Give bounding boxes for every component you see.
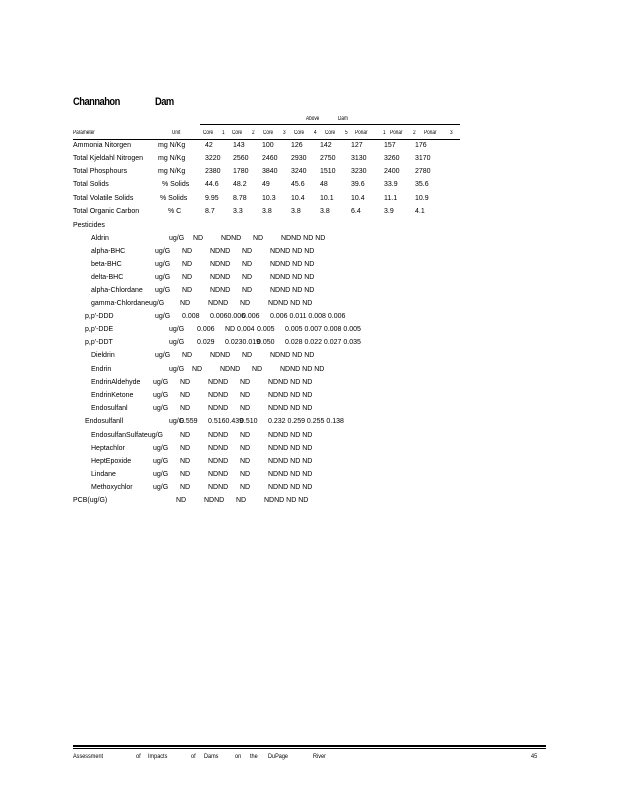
row-value: ND	[180, 484, 191, 491]
row-value: 100	[262, 142, 274, 149]
row-value: ND	[252, 366, 263, 373]
row-name: Endosulfanll	[85, 418, 124, 425]
header-rule	[73, 139, 460, 140]
row-value: 2380	[205, 168, 221, 175]
row-value: 0.008	[182, 313, 200, 320]
row-unit: % Solids	[160, 195, 188, 202]
col-header: Ponar	[355, 130, 368, 136]
row-name: PCB(ug/G)	[73, 497, 108, 504]
row-value: 0.0060.006	[210, 313, 246, 320]
row-value: ND	[242, 287, 253, 294]
col-parameter: Parameter	[73, 130, 95, 136]
row-name: Endosulfanl	[91, 405, 128, 412]
row-value: 0.5160.439	[208, 418, 244, 425]
row-unit: ug/G	[153, 379, 169, 386]
row-value: 2560	[233, 155, 249, 162]
row-value: 48	[320, 181, 328, 188]
row-value: ND	[240, 458, 251, 465]
table-row	[0, 458, 618, 471]
row-value: 0.005	[257, 326, 275, 333]
row-value: 4.1	[415, 208, 425, 215]
row-unit: ug/G	[155, 313, 171, 320]
col-header: Core	[325, 130, 336, 136]
row-value: ND	[182, 287, 193, 294]
row-value: NDND	[208, 458, 229, 465]
row-unit: ug/G	[155, 248, 171, 255]
table-row	[0, 445, 618, 458]
row-value: 2750	[320, 155, 336, 162]
table-row	[0, 261, 618, 274]
row-name: beta-BHC	[91, 261, 122, 268]
group-rule	[200, 124, 460, 125]
row-unit: ug/G	[155, 352, 171, 359]
row-value: 44.6	[205, 181, 219, 188]
col-header: 3	[450, 130, 453, 136]
row-value: 2400	[384, 168, 400, 175]
row-value: 0.028 0.022 0.027 0.035	[285, 339, 361, 346]
footer-word: on	[235, 753, 242, 760]
row-value: 0.050	[257, 339, 275, 346]
row-name: gamma-Chlordaneug/G	[91, 300, 165, 307]
row-value: 2460	[262, 155, 278, 162]
col-header: 1	[222, 130, 225, 136]
row-name: Total Solids	[73, 181, 109, 188]
row-value: 3170	[415, 155, 431, 162]
row-value: 11.1	[384, 195, 398, 202]
row-value: 0.0230.019	[225, 339, 261, 346]
row-unit: ug/G	[153, 392, 169, 399]
row-value: NDND	[210, 287, 231, 294]
row-value: 0.232 0.259 0.255 0.138	[268, 418, 344, 425]
row-value: NDND ND ND	[268, 432, 313, 439]
row-name: p,p'-DDD	[85, 313, 114, 320]
row-value: 3220	[205, 155, 221, 162]
row-value: 2930	[291, 155, 307, 162]
row-name: Total Organic Carbon	[73, 208, 140, 215]
table-row	[0, 326, 618, 339]
row-value: 3.8	[291, 208, 301, 215]
row-value: 142	[320, 142, 332, 149]
table-row	[0, 418, 618, 431]
row-value: NDND	[204, 497, 225, 504]
row-value: NDND	[208, 445, 229, 452]
col-unit: Unit	[172, 130, 181, 136]
row-value: NDND ND ND	[268, 484, 313, 491]
row-name: Endrin	[91, 366, 112, 373]
row-value: NDND ND ND	[280, 366, 325, 373]
row-value: NDND ND ND	[270, 274, 315, 281]
row-value: ND	[180, 379, 191, 386]
row-name: p,p'-DDT	[85, 339, 113, 346]
row-value: 0.006	[197, 326, 215, 333]
row-value: 3.9	[384, 208, 394, 215]
row-value: ND	[242, 261, 253, 268]
row-value: 3130	[351, 155, 367, 162]
row-value: 1510	[320, 168, 336, 175]
row-value: ND	[180, 471, 191, 478]
row-unit: ug/G	[153, 445, 169, 452]
title-location: Channahon	[73, 96, 120, 108]
footer-word: of	[191, 753, 196, 760]
row-value: 3840	[262, 168, 278, 175]
row-value: 10.1	[320, 195, 334, 202]
row-value: NDND ND ND	[268, 458, 313, 465]
row-value: 10.4	[351, 195, 365, 202]
row-value: ND	[242, 248, 253, 255]
table-row	[0, 405, 618, 418]
row-value: NDND ND ND	[268, 392, 313, 399]
row-value: ND	[240, 484, 251, 491]
row-name: EndrinAldehyde	[91, 379, 141, 386]
row-value: ND	[180, 300, 191, 307]
col-header: 2	[413, 130, 416, 136]
row-value: NDND ND ND	[268, 405, 313, 412]
row-value: ND	[242, 274, 253, 281]
col-header: Core	[294, 130, 305, 136]
footer-word: DuPage	[268, 753, 288, 760]
row-value: NDND ND ND	[268, 471, 313, 478]
row-value: 35.6	[415, 181, 429, 188]
row-unit: ug/G	[153, 484, 169, 491]
row-value: 2780	[415, 168, 431, 175]
row-unit: ug/G	[153, 471, 169, 478]
table-row	[0, 274, 618, 287]
row-value: 49	[262, 181, 270, 188]
footer-rule-thick	[73, 745, 546, 747]
row-value: 6.4	[351, 208, 361, 215]
row-value: NDND	[208, 379, 229, 386]
row-unit: ug/G	[169, 339, 185, 346]
row-value: NDND ND ND	[270, 352, 315, 359]
row-value: NDND ND ND	[268, 379, 313, 386]
row-value: 176	[415, 142, 427, 149]
table-row	[0, 155, 618, 168]
row-value: NDND ND ND	[268, 300, 313, 307]
footer-word: Dams	[204, 753, 219, 760]
row-unit: mg N/Kg	[158, 142, 186, 149]
footer-word: Impacts	[148, 753, 168, 760]
row-value: ND	[240, 432, 251, 439]
row-unit: % Solids	[162, 181, 190, 188]
row-value: NDND	[210, 248, 231, 255]
row-value: ND	[176, 497, 187, 504]
table-row	[0, 392, 618, 405]
row-unit: ug/G	[169, 326, 185, 333]
table-row	[0, 208, 618, 221]
row-value: ND	[240, 379, 251, 386]
row-value: 3.3	[233, 208, 243, 215]
page-number: 45	[531, 753, 538, 760]
row-value: 10.3	[262, 195, 276, 202]
row-value: NDND	[210, 261, 231, 268]
row-value: 33.9	[384, 181, 398, 188]
row-value: 42	[205, 142, 213, 149]
row-value: 10.4	[291, 195, 305, 202]
row-name: EndosulfanSulfateug/G	[91, 432, 163, 439]
row-value: 10.9	[415, 195, 429, 202]
row-value: 0.559	[180, 418, 198, 425]
footer-rule-thin	[73, 748, 546, 749]
row-value: NDND ND ND	[264, 497, 309, 504]
row-value: 143	[233, 142, 245, 149]
row-unit: ug/G	[153, 405, 169, 412]
row-value: NDND	[208, 484, 229, 491]
footer-word: River	[313, 753, 326, 760]
row-value: ND	[240, 445, 251, 452]
row-value: 157	[384, 142, 396, 149]
row-value: ND	[240, 471, 251, 478]
table-row	[0, 432, 618, 445]
row-name: Methoxychlor	[91, 484, 133, 491]
row-value: NDND ND ND	[268, 445, 313, 452]
row-value: 126	[291, 142, 303, 149]
row-value: NDND	[210, 352, 231, 359]
row-value: NDND ND ND	[270, 261, 315, 268]
row-name: Lindane	[91, 471, 116, 478]
row-value: 3.8	[262, 208, 272, 215]
row-value: ND	[180, 432, 191, 439]
footer-word: Assessment	[73, 753, 104, 760]
col-header: 2	[252, 130, 255, 136]
row-value: NDND	[210, 274, 231, 281]
col-header: 5	[345, 130, 348, 136]
row-value: ND	[182, 248, 193, 255]
row-name: p,p'-DDE	[85, 326, 114, 333]
row-value: 0.005 0.007 0.008 0.005	[285, 326, 361, 333]
table-row	[0, 352, 618, 365]
row-name: alpha-BHC	[91, 248, 126, 255]
row-value: NDND ND ND	[270, 287, 315, 294]
table-row	[0, 181, 618, 194]
row-value: 8.7	[205, 208, 215, 215]
row-unit: ug/G	[155, 261, 171, 268]
row-value: 3230	[351, 168, 367, 175]
table-row	[0, 195, 618, 208]
col-header: 3	[283, 130, 286, 136]
row-value: 0.006 0.011 0.008 0.006	[270, 313, 346, 320]
col-header: Core	[232, 130, 243, 136]
row-name: Total Volatile Solids	[73, 195, 134, 202]
group-label-dam: Dam	[338, 116, 348, 122]
row-value: NDND	[208, 432, 229, 439]
col-header: 1	[383, 130, 386, 136]
row-value: 0.006	[242, 313, 260, 320]
row-unit: mg N/Kg	[158, 155, 186, 162]
group-label-above: Above	[306, 116, 320, 122]
row-name: HeptEpoxide	[91, 458, 132, 465]
row-value: ND	[182, 274, 193, 281]
row-value: 48.2	[233, 181, 247, 188]
row-name: delta-BHC	[91, 274, 124, 281]
table-row	[0, 248, 618, 261]
row-unit: mg N/Kg	[158, 168, 186, 175]
row-value: 3240	[291, 168, 307, 175]
row-value: ND 0.004	[225, 326, 255, 333]
row-value: ND	[192, 366, 203, 373]
row-value: 39.6	[351, 181, 365, 188]
row-name: Total Phosphours	[73, 168, 128, 175]
row-name: Dieldrin	[91, 352, 115, 359]
table-row	[0, 379, 618, 392]
row-value: NDND	[208, 471, 229, 478]
col-header: Core	[263, 130, 274, 136]
table-row	[0, 484, 618, 497]
row-name: Heptachlor	[91, 445, 125, 452]
row-value: ND	[242, 352, 253, 359]
table-row	[0, 287, 618, 300]
row-unit: ug/G	[155, 287, 171, 294]
row-value: NDND	[208, 392, 229, 399]
row-value: ND	[182, 352, 193, 359]
row-value: NDND	[208, 405, 229, 412]
row-name: Aldrin	[91, 235, 109, 242]
row-value: 9.95	[205, 195, 219, 202]
col-header: Core	[203, 130, 214, 136]
row-value: NDND	[220, 366, 241, 373]
row-value: ND	[240, 405, 251, 412]
row-value: ND	[182, 261, 193, 268]
row-value: 3.8	[320, 208, 330, 215]
row-value: NDND ND ND	[281, 235, 326, 242]
table-row	[0, 222, 618, 235]
row-value: 1780	[233, 168, 249, 175]
row-value: ND	[180, 445, 191, 452]
row-unit: ug/G	[169, 235, 185, 242]
row-value: ND	[253, 235, 264, 242]
col-header: Ponar	[390, 130, 403, 136]
table-row	[0, 366, 618, 379]
row-value: ND	[240, 300, 251, 307]
title-dam: Dam	[155, 96, 174, 108]
row-value: NDND	[208, 300, 229, 307]
row-value: ND	[180, 392, 191, 399]
row-value: NDND	[221, 235, 242, 242]
table-row	[0, 313, 618, 326]
row-value: ND	[180, 458, 191, 465]
row-name: EndrinKetone	[91, 392, 134, 399]
row-name: alpha-Chlordane	[91, 287, 143, 294]
table-row	[0, 339, 618, 352]
table-row	[0, 235, 618, 248]
table-row	[0, 497, 618, 510]
row-value: 0.510	[240, 418, 258, 425]
row-value: 0.029	[197, 339, 215, 346]
table-row	[0, 300, 618, 313]
row-unit: ug/G	[153, 458, 169, 465]
row-value: 8.78	[233, 195, 247, 202]
row-name: Total Kjeldahl Nitrogen	[73, 155, 144, 162]
table-row	[0, 142, 618, 155]
row-value: NDND ND ND	[270, 248, 315, 255]
row-name: Pesticides	[73, 222, 105, 229]
row-value: ND	[193, 235, 204, 242]
row-value: ND	[236, 497, 247, 504]
col-header: 4	[314, 130, 317, 136]
table-row	[0, 168, 618, 181]
row-value: 3260	[384, 155, 400, 162]
row-name: Ammonia Nitorgen	[73, 142, 131, 149]
footer-word: the	[250, 753, 258, 760]
row-value: ND	[180, 405, 191, 412]
footer-word: of	[136, 753, 141, 760]
row-value: ND	[240, 392, 251, 399]
row-unit: ug/G	[169, 366, 185, 373]
row-unit: ug/G	[155, 274, 171, 281]
table-row	[0, 471, 618, 484]
row-unit: % C	[168, 208, 182, 215]
col-header: Ponar	[424, 130, 437, 136]
row-value: 45.6	[291, 181, 305, 188]
row-unit: ug/G	[169, 418, 185, 425]
row-value: 127	[351, 142, 363, 149]
